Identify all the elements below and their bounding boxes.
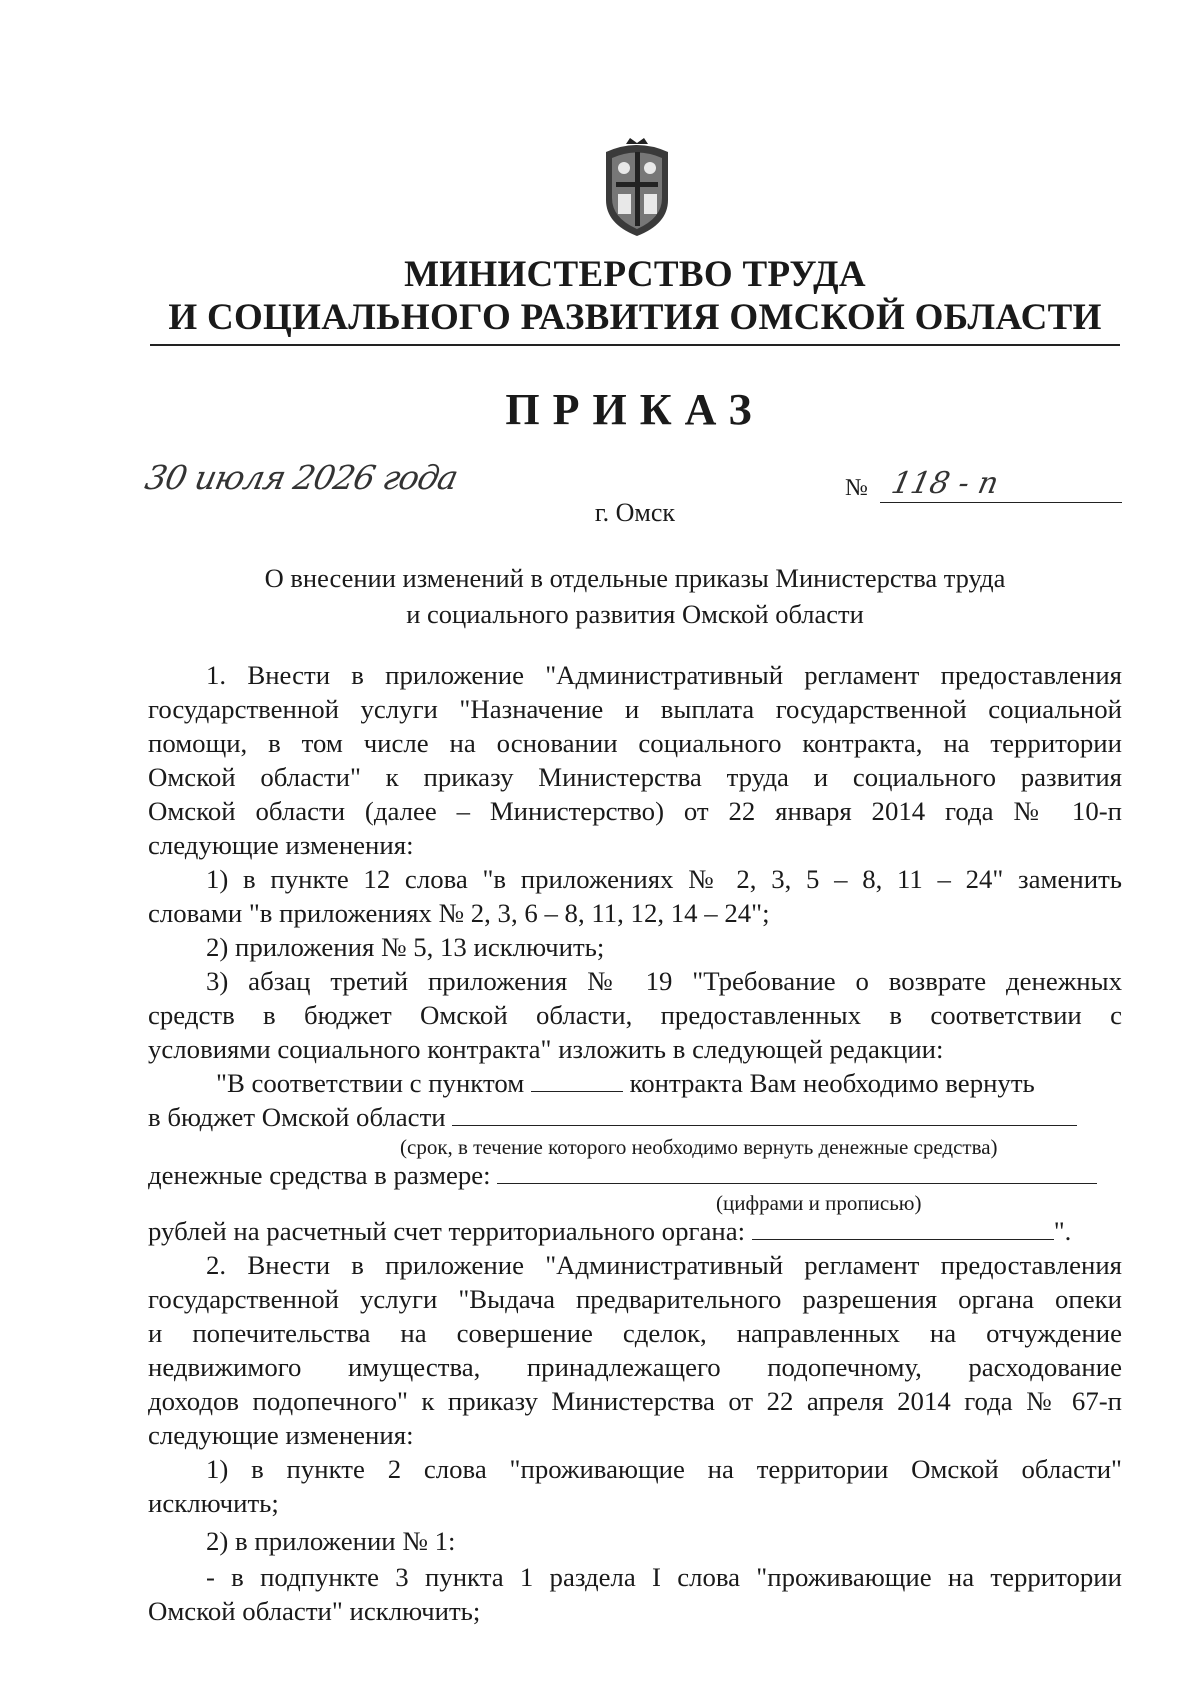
form-text: ".: [1053, 1216, 1072, 1246]
body-line: 1) в пункте 2 слова "проживающие на территории Омской области": [206, 1454, 1122, 1484]
form-line: [148, 1214, 1122, 1249]
body-line: Омской области (далее – Министерство) от 22 января 2014 года № 10-п: [148, 796, 1122, 826]
form-text: "В соответствии с пунктом: [216, 1068, 525, 1098]
form-text: рублей на расчетный счет территориального органа:: [148, 1216, 746, 1246]
body-line: следующие изменения:: [148, 830, 414, 860]
form-line: [148, 1100, 1122, 1135]
body-line: словами "в приложениях № 2, 3, 6 – 8, 11, 12, 14 – 24";: [148, 898, 770, 928]
handwritten-number: 118 - п: [888, 466, 1002, 501]
form-text: контракта Вам необходимо вернуть: [629, 1068, 1035, 1098]
body-line: Омской области" исключить;: [148, 1596, 481, 1626]
body-line: следующие изменения:: [148, 1420, 414, 1450]
blank-field: [752, 1217, 1054, 1240]
body-line: 3) абзац третий приложения № 19 "Требование о возврате денежных: [206, 966, 1122, 996]
form-line: [148, 1158, 1122, 1193]
body-line: условиями социального контракта" изложить в следующей редакции:: [148, 1034, 944, 1064]
body-line: государственной услуги "Назначение и выплата государственной социальной: [148, 694, 1122, 724]
header-rule: [150, 344, 1120, 346]
subject-line: и социального развития Омской области: [406, 599, 864, 629]
form-text: денежные средства в размере:: [148, 1160, 491, 1190]
field-hint: (срок, в течение которого необходимо вернуть денежные средства): [400, 1135, 998, 1159]
body-line: и попечительства на совершение сделок, направленных на отчуждение: [148, 1318, 1122, 1348]
body-line: 1. Внести в приложение "Административный регламент предоставления: [206, 660, 1122, 690]
ministry-name-line1: МИНИСТЕРСТВО ТРУДА: [404, 254, 866, 295]
field-hint: (цифрами и прописью): [716, 1191, 922, 1215]
blank-field: [531, 1069, 623, 1092]
body-line: государственной услуги "Выдача предварительного разрешения органа опеки: [148, 1284, 1122, 1314]
body-line: 2) приложения № 5, 13 исключить;: [206, 932, 605, 962]
body-line: 1) в пункте 12 слова "в приложениях № 2, 3, 5 – 8, 11 – 24" заменить: [206, 864, 1122, 894]
document-type-title: ПРИКАЗ: [505, 385, 765, 434]
body-line: 2. Внести в приложение "Административный регламент предоставления: [206, 1250, 1122, 1280]
ministry-name-line2: И СОЦИАЛЬНОГО РАЗВИТИЯ ОМСКОЙ ОБЛАСТИ: [168, 297, 1102, 338]
form-line: [148, 1066, 1122, 1101]
subject-line: О внесении изменений в отдельные приказы Министерства труда: [264, 563, 1006, 593]
city: г. Омск: [594, 498, 676, 527]
body-line: 2) в приложении № 1:: [206, 1526, 456, 1556]
handwritten-date: 30 июля 2026 года: [141, 458, 461, 497]
body-line: - в подпункте 3 пункта 1 раздела I слова "проживающие на территории: [206, 1562, 1122, 1592]
body-line: недвижимого имущества, принадлежащего подопечному, расходование: [148, 1352, 1122, 1382]
blank-field: [452, 1103, 1077, 1126]
body-line: средств в бюджет Омской области, предоставленных в соответствии с: [148, 1000, 1122, 1030]
body-line: исключить;: [148, 1488, 279, 1518]
blank-field: [497, 1161, 1097, 1184]
body-line: доходов подопечного" к приказу Министерства от 22 апреля 2014 года № 67-п: [148, 1386, 1122, 1416]
body-line: Омской области" к приказу Министерства труда и социального развития: [148, 762, 1122, 792]
form-text: в бюджет Омской области: [148, 1102, 446, 1132]
number-label: №: [845, 475, 868, 501]
body-line: помощи, в том числе на основании социального контракта, на территории: [148, 728, 1122, 758]
coat-of-arms-emblem: [596, 138, 678, 238]
